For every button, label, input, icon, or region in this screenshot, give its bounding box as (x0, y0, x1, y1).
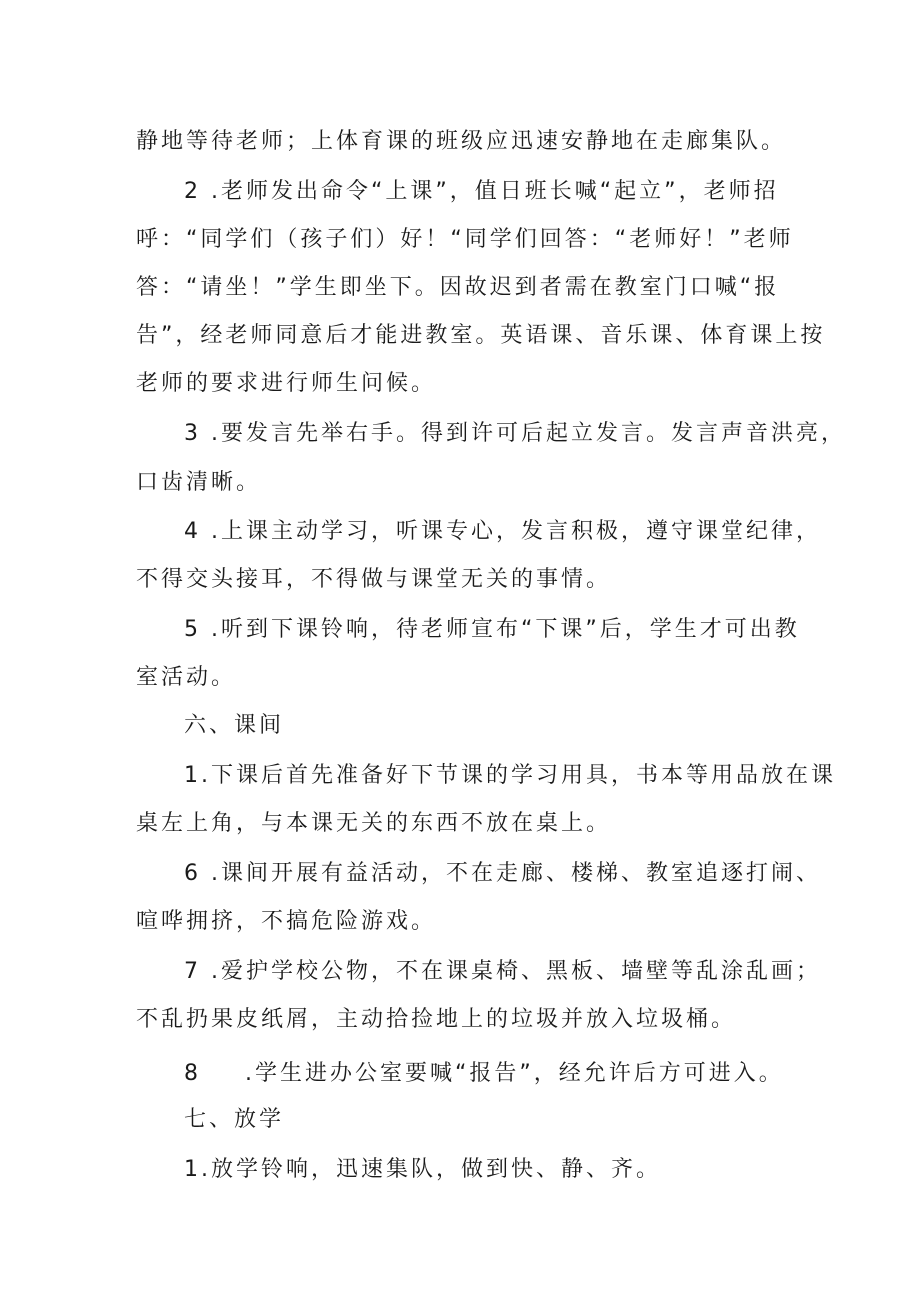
paragraph-line: 呼：“同学们（孩子们）好！“同学们回答：“老师好！”老师 (136, 227, 794, 252)
section-heading: 七、放学 (184, 1107, 285, 1132)
paragraph-line: 5 .听到下课铃响，待老师宣布“下课”后，学生才可出教 (184, 617, 800, 642)
paragraph-line: 不得交头接耳，不得做与课堂无关的事情。 (136, 567, 612, 592)
paragraph-line: 2 .老师发出命令“上课”，值日班长喊“起立”，老师招 (184, 179, 779, 204)
paragraph-line: 1.放学铃响，迅速集队，做到快、静、齐。 (184, 1157, 661, 1182)
paragraph-line: 静地等待老师；上体育课的班级应迅速安静地在走廊集队。 (136, 129, 787, 154)
paragraph-line: 喧哗拥挤，不搞危险游戏。 (136, 909, 437, 934)
paragraph-line: 不乱扔果皮纸屑，主动拾捡地上的垃圾并放入垃圾桶。 (136, 1007, 737, 1032)
paragraph-line: 答：“请坐！”学生即坐下。因故迟到者需在教室门口喊“报 (136, 275, 780, 300)
paragraph-line: 口齿清晰。 (136, 470, 262, 495)
paragraph-line: 4 .上课主动学习，听课专心，发言积极，遵守课堂纪律， (184, 519, 821, 544)
paragraph-line: 7 .爱护学校公物，不在课桌椅、黑板、墙壁等乱涂乱画； (184, 959, 821, 984)
paragraph-line: 3 .要发言先举右手。得到许可后起立发言。发言声音洪亮， (184, 421, 846, 446)
paragraph-line: 1.下课后首先准备好下节课的学习用具，书本等用品放在课 (184, 763, 836, 788)
paragraph-line: 告”，经老师同意后才能进教室。英语课、音乐课、体育课上按 (136, 323, 826, 348)
paragraph-line: 6 .课间开展有益活动，不在走廊、楼梯、教室追逐打闹、 (184, 861, 821, 886)
paragraph-line: 桌左上角，与本课无关的东西不放在桌上。 (136, 811, 612, 836)
paragraph-line: 室活动。 (136, 665, 237, 690)
paragraph-line: 老师的要求进行师生问候。 (136, 371, 437, 396)
item-number: 8 (184, 1061, 198, 1086)
section-heading: 六、课间 (184, 713, 285, 738)
paragraph-line: .学生进办公室要喊“报告”，经允许后方可进入。 (245, 1061, 784, 1086)
